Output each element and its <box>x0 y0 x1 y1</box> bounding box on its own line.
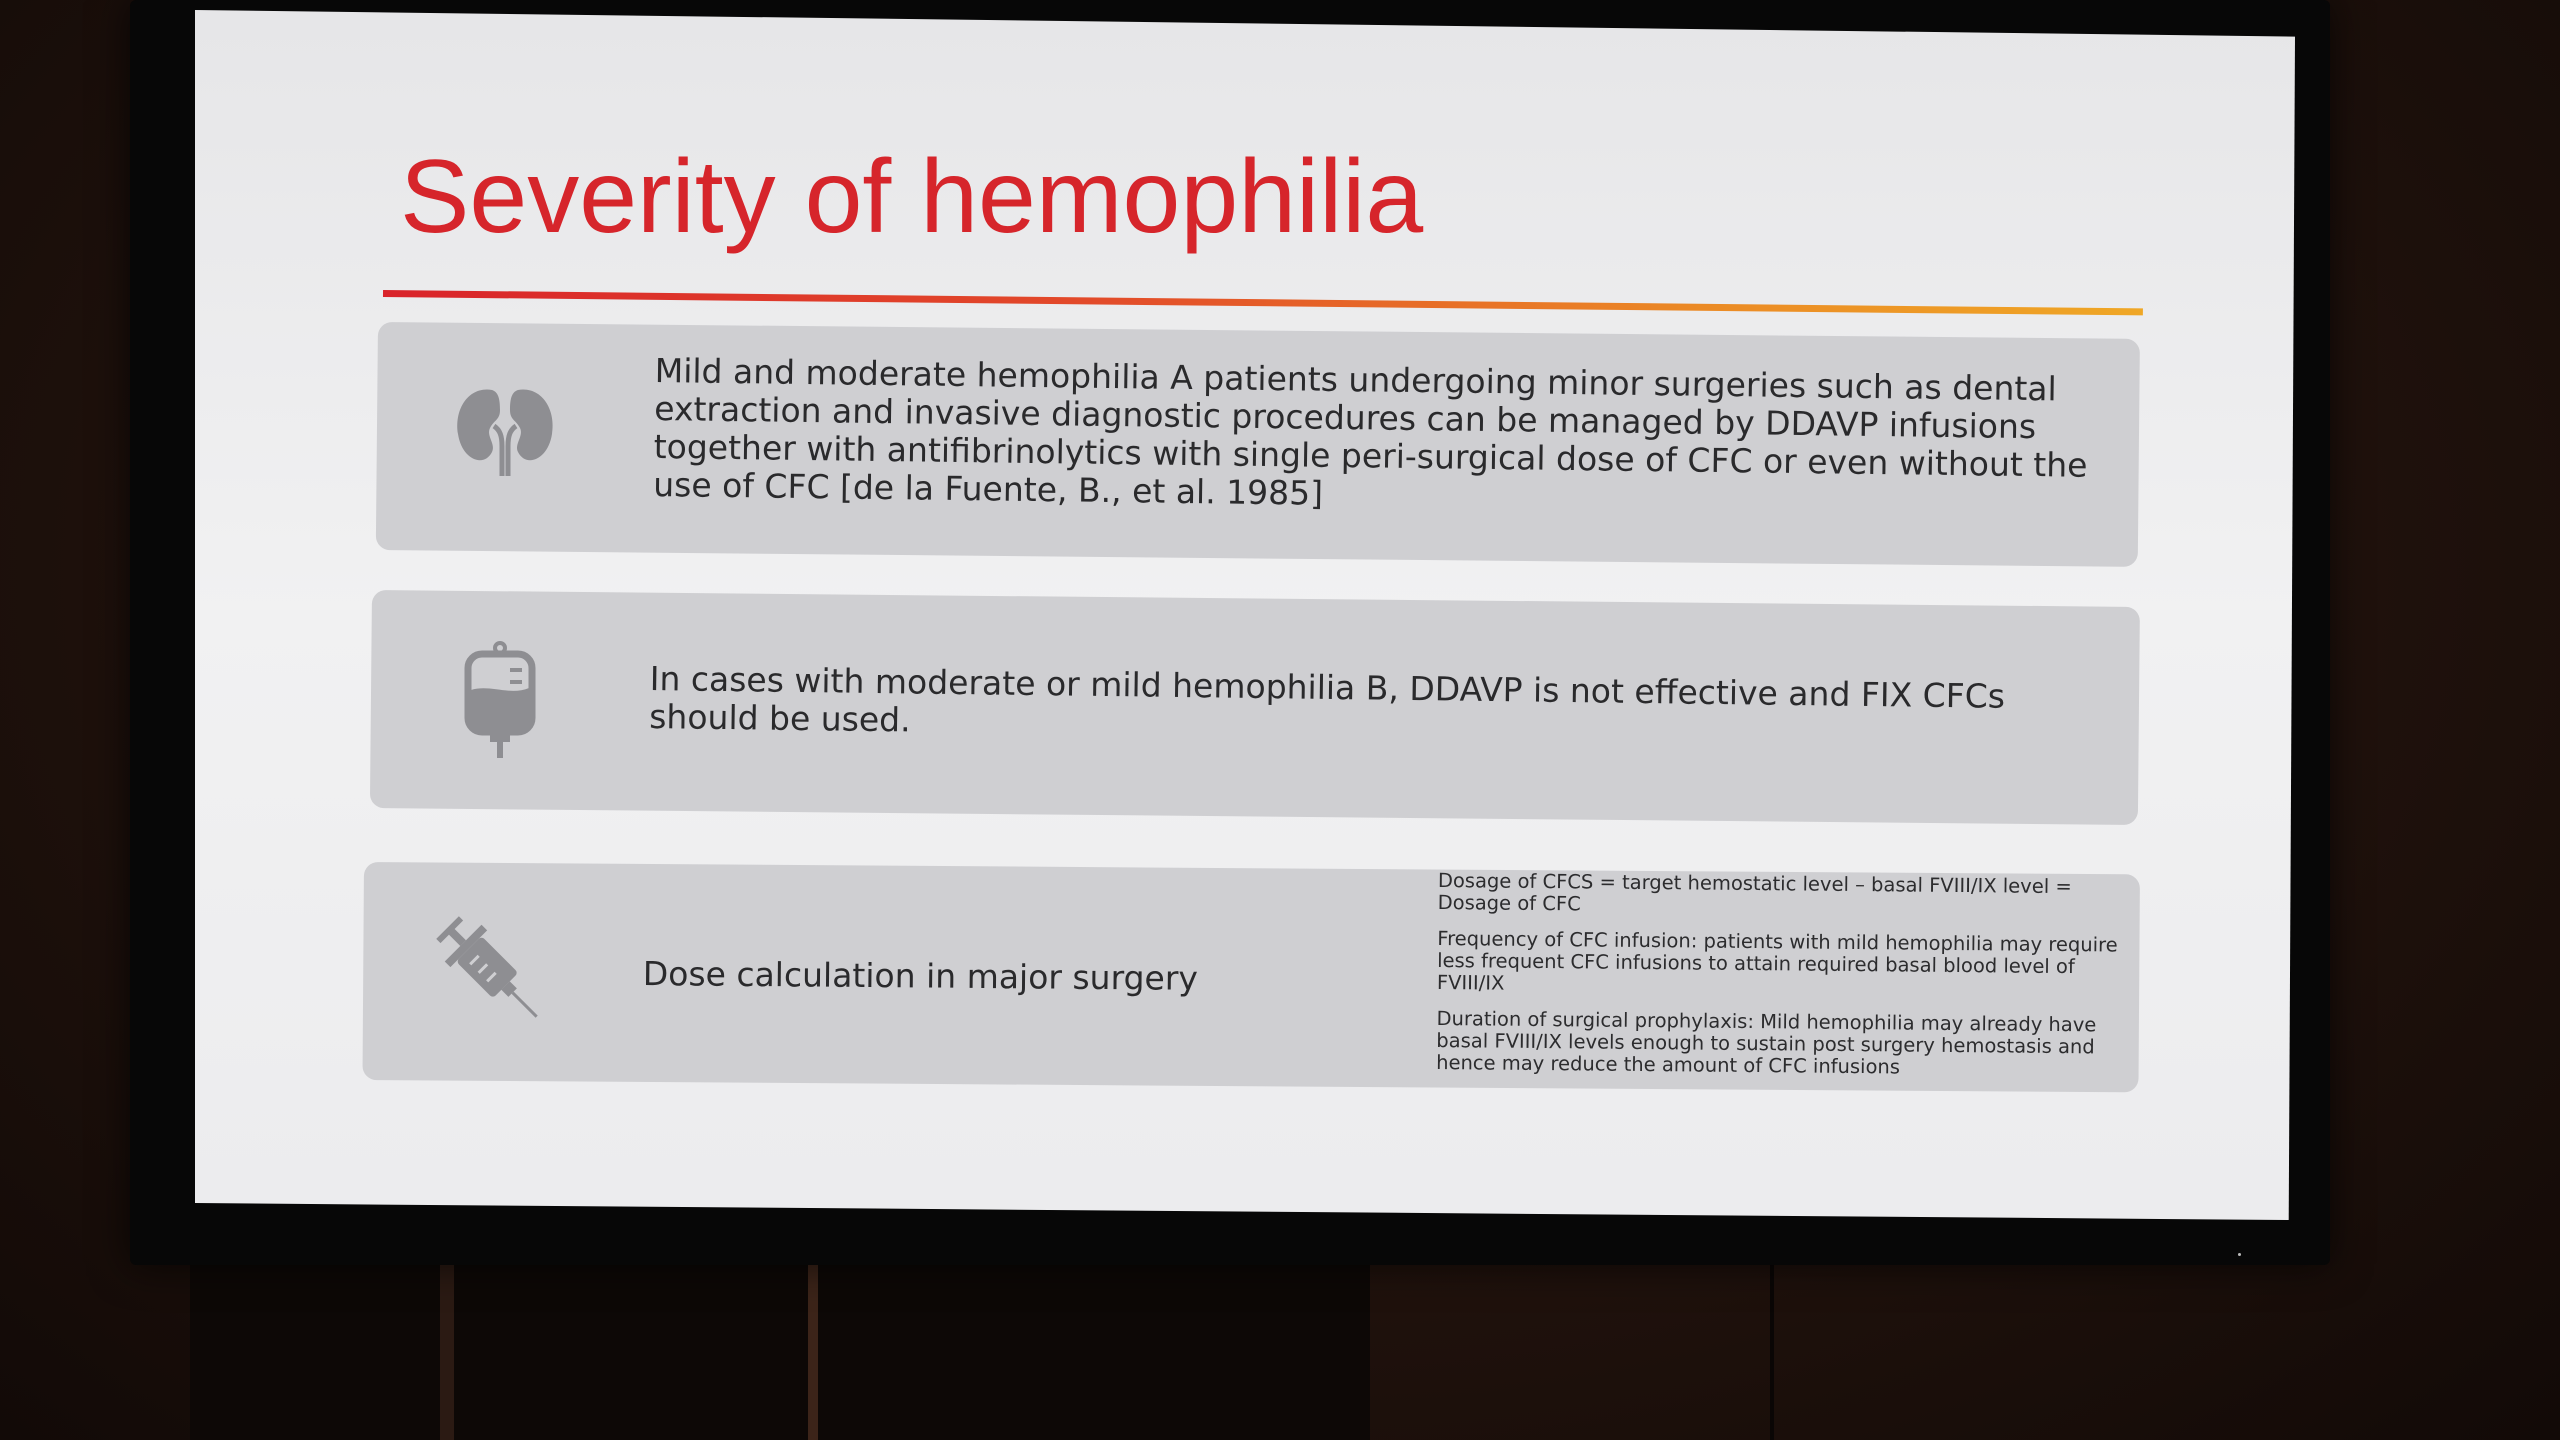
dose-note-frequency: Frequency of CFC infusion: patients with mild hemophilia may require less frequent CFC infusions to attain required basal blood level of FVIII/IX <box>1436 926 2118 995</box>
row-3-text: Dose calculation in major surgery <box>642 954 1199 998</box>
monitor-stand-post-right <box>808 1250 818 1440</box>
row-1-text: Mild and moderate hemophilia A patients undergoing minor surgeries such as dental extraction and invasive diagnostic procedures can be managed by DDAVP infusions together with antifibrinolytics with single peri-surgical dose of CFC or even without the use of CFC [de la Fuente, B., et al. 1985] <box>653 351 2088 513</box>
dose-note-dosage: Dosage of CFCS = target hemostatic level – basal FVIII/IX level = Dosage of CFC <box>1437 869 2072 916</box>
kidney-icon <box>450 380 560 480</box>
monitor-power-led <box>2238 1253 2241 1256</box>
slide-title: Severity of hemophilia <box>400 139 1424 255</box>
dose-notes <box>1436 870 2128 1095</box>
syringe-icon <box>430 910 550 1030</box>
iv-bag-icon <box>460 640 540 760</box>
monitor-cable <box>1770 1260 1774 1440</box>
row-2-text: In cases with moderate or mild hemophilia B, DDAVP is not effective and FIX CFCs should be used. <box>649 659 2006 740</box>
dose-note-duration: Duration of surgical prophylaxis: Mild hemophilia may already have basal FVIII/IX levels enough to sustain post surgery hemostasis and hence may reduce the amount of CFC infusions <box>1436 1006 2097 1079</box>
